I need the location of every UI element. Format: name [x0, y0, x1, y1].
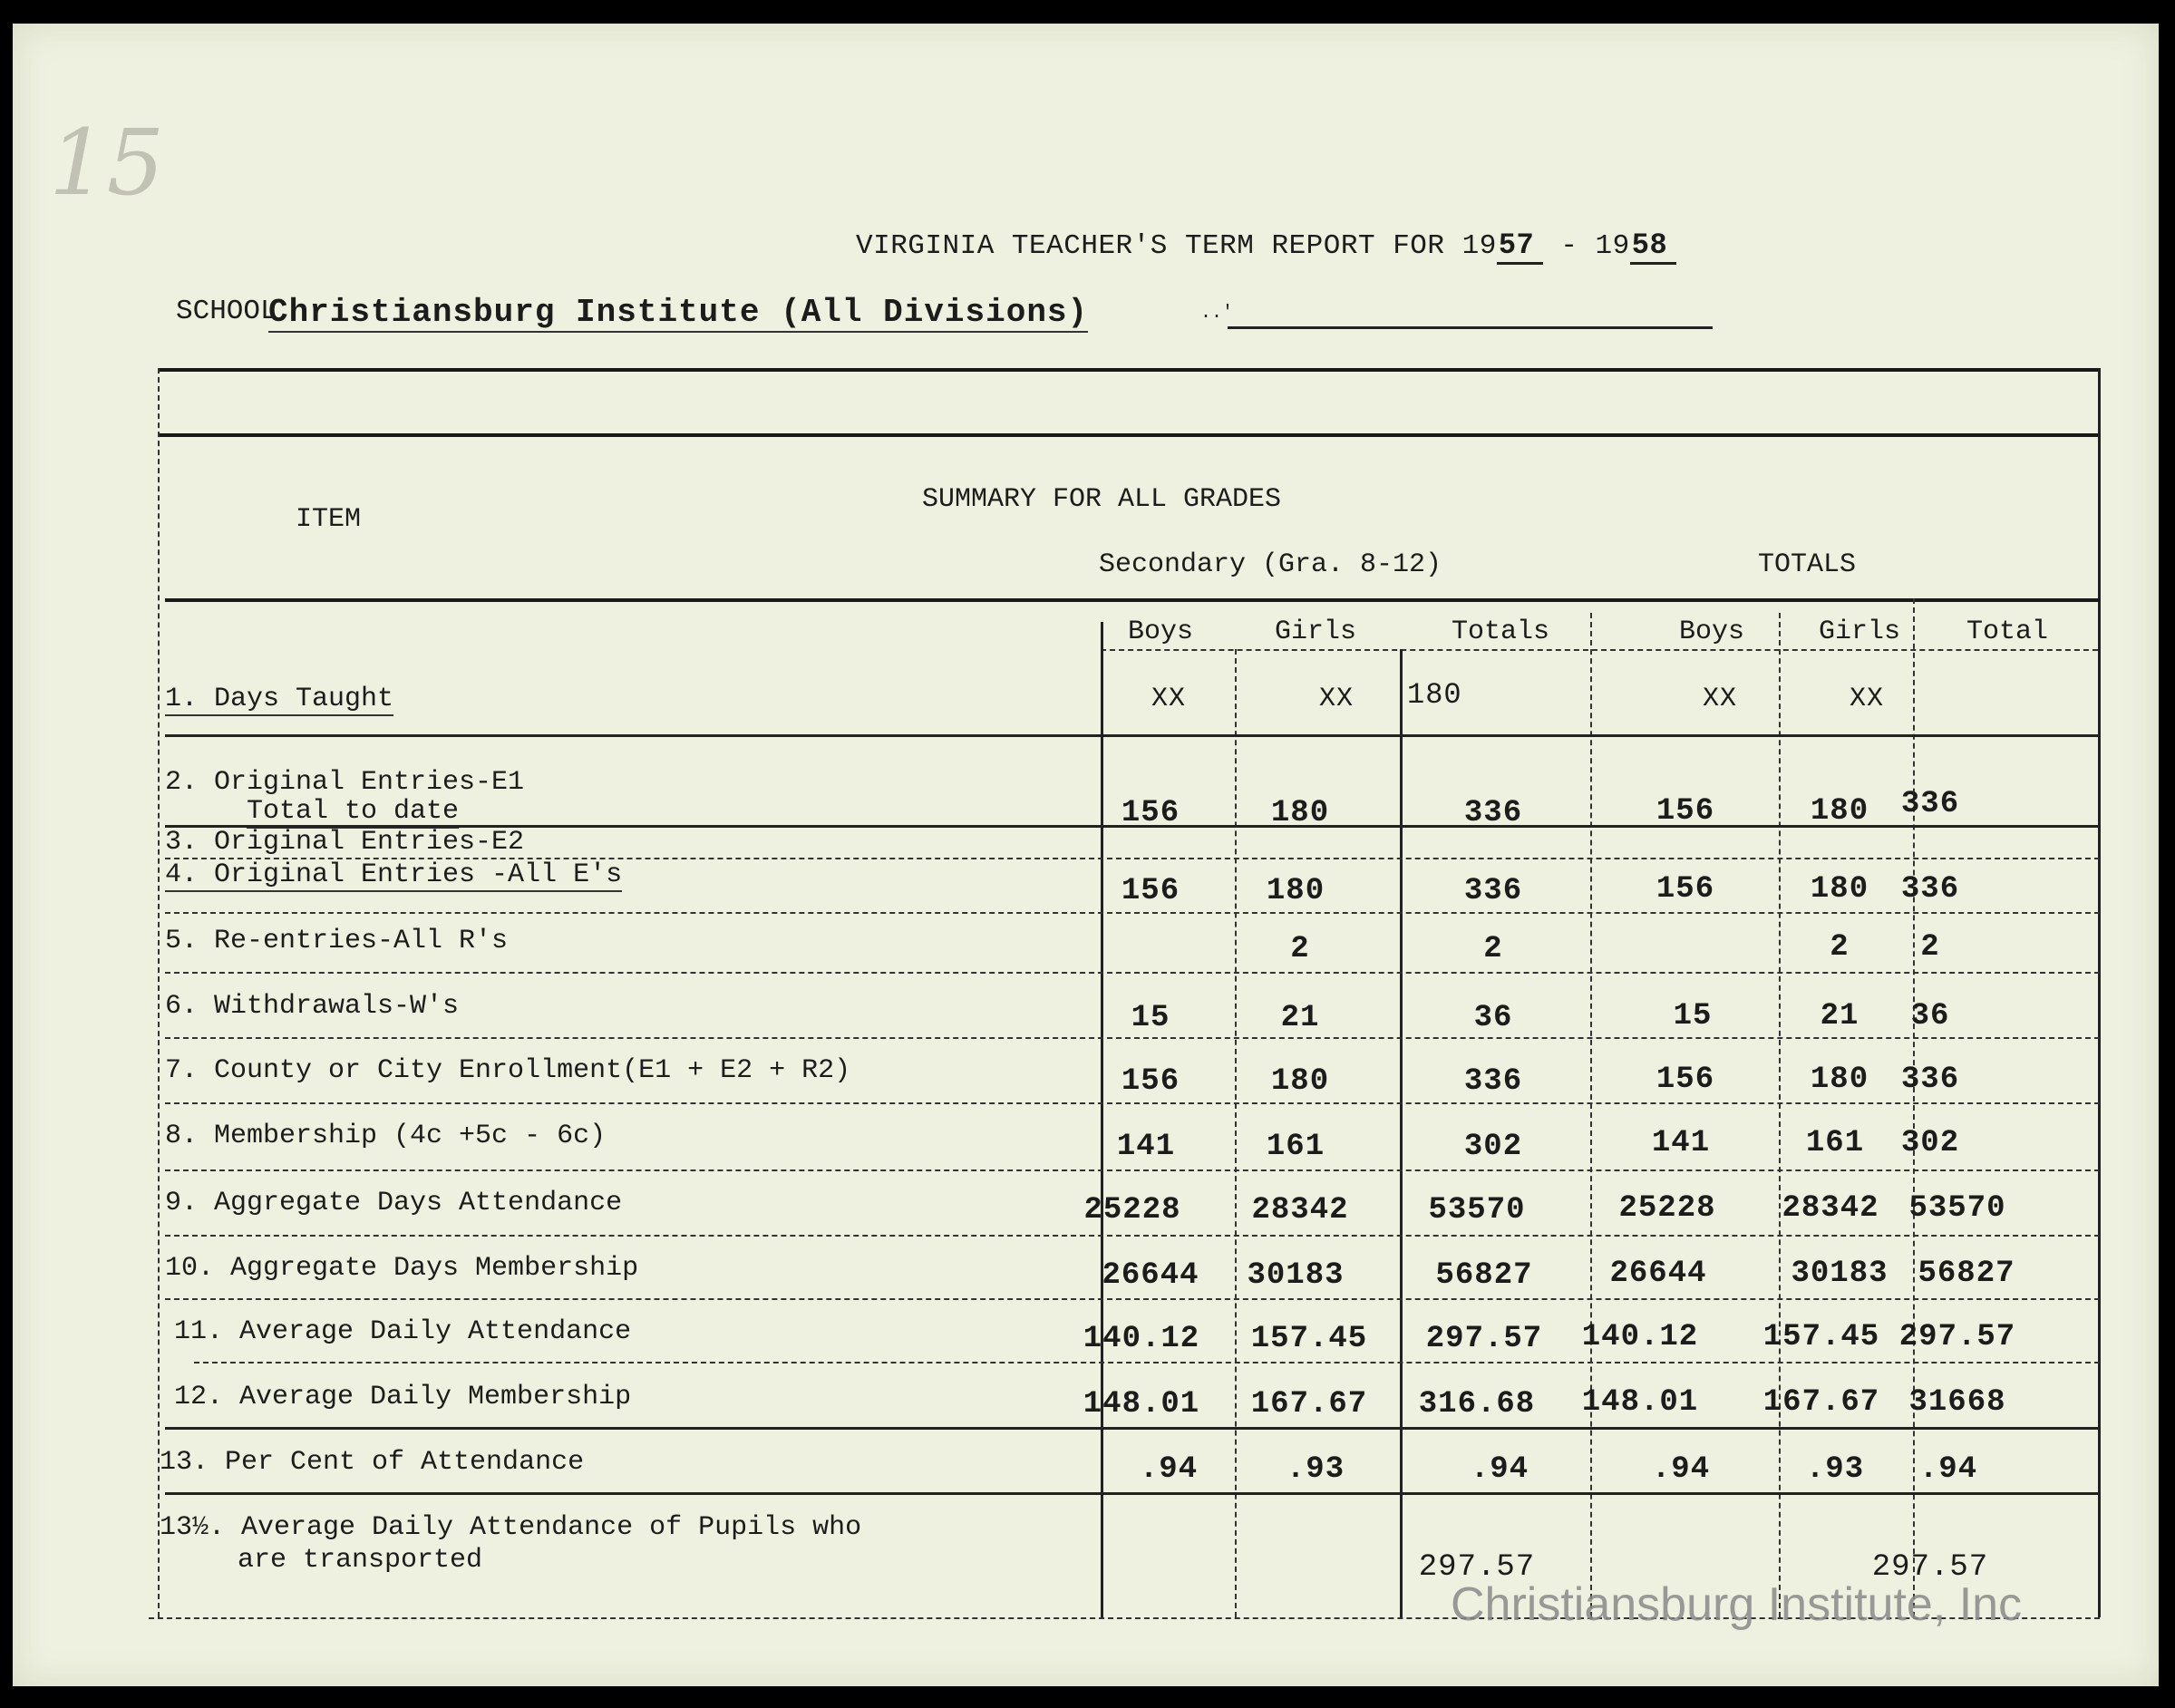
- row12-boys: 148.01: [1083, 1387, 1200, 1422]
- row4-total: 336: [1900, 872, 1960, 907]
- row-sublabel-2: Total to date: [247, 796, 460, 827]
- row1-totals: 180: [1407, 678, 1462, 712]
- watermark: Christiansburg Institute, Inc: [1451, 1578, 2023, 1631]
- report-title-prefix: VIRGINIA TEACHER'S TERM REPORT FOR 19: [856, 230, 1497, 262]
- table-right-border: [2098, 368, 2101, 1617]
- row-rule-13: [165, 1492, 2100, 1495]
- row4-total-boys: 156: [1656, 872, 1715, 907]
- row-rule-10: [165, 1298, 2100, 1300]
- row12-total-girls: 167.67: [1762, 1385, 1880, 1420]
- row-rule-6: [165, 1037, 2100, 1039]
- row-label-8: 8. Membership (4c +5c - 6c): [165, 1121, 607, 1151]
- report-title: [856, 228, 1676, 265]
- row10-total-boys: 26644: [1609, 1257, 1707, 1291]
- row-label-13-half: 13½. Average Daily Attendance of Pupils who: [160, 1512, 862, 1543]
- margin-handwriting: 15: [49, 110, 165, 216]
- row10-total: 56827: [1918, 1257, 2015, 1291]
- row7-total-boys: 156: [1656, 1063, 1715, 1097]
- col-divider-4: [1590, 613, 1592, 1617]
- row5-total: 2: [1920, 930, 1940, 965]
- row1-girls: XX: [1318, 684, 1354, 714]
- row8-totals: 302: [1463, 1130, 1523, 1164]
- row2-total-girls: 180: [1810, 794, 1869, 829]
- row9-boys: 25228: [1083, 1193, 1181, 1228]
- row-rule-12: [165, 1427, 2100, 1430]
- row-label-12: 12. Average Daily Membership: [174, 1382, 632, 1412]
- row7-total-girls: 180: [1810, 1063, 1869, 1097]
- row13-totals: .94: [1470, 1452, 1529, 1487]
- row-rule-1: [165, 734, 2100, 737]
- row4-totals: 336: [1463, 874, 1523, 908]
- col-header-boys: Boys: [1128, 616, 1194, 647]
- division-blank-line: [1228, 326, 1713, 329]
- row11-total: 297.57: [1898, 1320, 2016, 1354]
- school-name: Christiansburg Institute (All Divisions): [268, 294, 1089, 331]
- row6-girls: 21: [1280, 1001, 1320, 1035]
- row11-boys: 140.12: [1083, 1322, 1200, 1356]
- row13-total-boys: .94: [1651, 1452, 1711, 1487]
- secondary-header: Secondary (Gra. 8-12): [1099, 549, 1442, 580]
- row-rule-9: [165, 1235, 2100, 1237]
- row7-girls: 180: [1270, 1064, 1330, 1099]
- row7-boys: 156: [1121, 1064, 1180, 1099]
- row-rule-5: [165, 972, 2100, 974]
- row2-boys: 156: [1121, 796, 1180, 830]
- row5-totals: 2: [1483, 932, 1503, 966]
- table-header-rule: [158, 433, 2100, 437]
- row6-boys: 15: [1131, 1001, 1170, 1035]
- row-rule-7: [165, 1102, 2100, 1104]
- report-paper: [13, 24, 2159, 1686]
- row4-girls: 180: [1266, 874, 1325, 908]
- row13-total: .94: [1918, 1452, 1978, 1487]
- row-label-2: 2. Original Entries-E1: [165, 767, 525, 798]
- col-header-total-girls: Girls: [1819, 616, 1901, 647]
- row8-total-boys: 141: [1651, 1126, 1711, 1160]
- row13half-total: 297.57: [1871, 1550, 1989, 1585]
- row10-totals: 56827: [1435, 1258, 1533, 1293]
- item-header: ITEM: [296, 504, 362, 535]
- row9-total: 53570: [1908, 1191, 2006, 1226]
- row12-girls: 167.67: [1250, 1387, 1368, 1422]
- school-label: SCHOOL: [176, 296, 277, 327]
- column-header-rule: [1101, 649, 2098, 651]
- row8-boys: 141: [1116, 1130, 1176, 1164]
- row9-totals: 53570: [1428, 1193, 1526, 1228]
- row13half-totals: 297.57: [1418, 1550, 1536, 1585]
- report-year-dash: - 19: [1560, 230, 1630, 262]
- col-header-girls: Girls: [1275, 616, 1357, 647]
- row9-girls: 28342: [1251, 1193, 1349, 1228]
- table-top-border: [158, 368, 2100, 372]
- totals-header: TOTALS: [1758, 549, 1857, 580]
- row11-totals: 297.57: [1425, 1322, 1543, 1356]
- row-label-10: 10. Aggregate Days Membership: [165, 1253, 639, 1284]
- row-label-4: 4. Original Entries -All E's: [165, 859, 623, 890]
- row4-boys: 156: [1121, 874, 1180, 908]
- row12-total-boys: 148.01: [1581, 1385, 1699, 1420]
- row8-girls: 161: [1266, 1130, 1325, 1164]
- row2-totals: 336: [1463, 796, 1523, 830]
- division-mark: ..': [1200, 303, 1234, 324]
- row2-total-boys: 156: [1656, 794, 1715, 829]
- row-rule-11: [194, 1362, 2100, 1363]
- row2-girls: 180: [1270, 796, 1330, 830]
- report-year-end: 58: [1630, 228, 1676, 265]
- row6-totals: 36: [1473, 1001, 1513, 1035]
- col-header-total: Total: [1966, 616, 2049, 647]
- row-label-9: 9. Aggregate Days Attendance: [165, 1188, 623, 1218]
- row11-total-girls: 157.45: [1762, 1320, 1880, 1354]
- row13-girls: .93: [1286, 1452, 1345, 1487]
- row12-totals: 316.68: [1418, 1387, 1536, 1422]
- row-label-11: 11. Average Daily Attendance: [174, 1316, 632, 1347]
- row5-total-girls: 2: [1830, 930, 1850, 965]
- col-header-totals: Totals: [1452, 616, 1550, 647]
- row10-boys: 26644: [1102, 1258, 1199, 1293]
- row-label-7: 7. County or City Enrollment(E1 + E2 + R2): [165, 1055, 851, 1086]
- row1-boys: XX: [1151, 684, 1186, 714]
- row5-girls: 2: [1290, 932, 1310, 966]
- col-divider-3: [1400, 649, 1403, 1617]
- row-label-1: 1. Days Taught: [165, 684, 394, 714]
- row6-total-boys: 15: [1673, 999, 1713, 1034]
- row-label-5: 5. Re-entries-All R's: [165, 926, 509, 956]
- table-left-border: [158, 368, 160, 1617]
- row1-total-girls: XX: [1849, 684, 1884, 714]
- row6-total: 36: [1910, 999, 1950, 1034]
- row-sublabel-13-half: are transported: [238, 1545, 483, 1576]
- row8-total-girls: 161: [1805, 1126, 1865, 1160]
- col-header-total-boys: Boys: [1679, 616, 1745, 647]
- row1-total-boys: XX: [1702, 684, 1737, 714]
- row11-girls: 157.45: [1250, 1322, 1368, 1356]
- row-rule-8: [165, 1169, 2100, 1171]
- row11-total-boys: 140.12: [1581, 1320, 1699, 1354]
- row7-totals: 336: [1463, 1064, 1523, 1099]
- summary-header: SUMMARY FOR ALL GRADES: [922, 484, 1282, 515]
- row8-total: 302: [1900, 1126, 1960, 1160]
- row4-total-girls: 180: [1810, 872, 1869, 907]
- row10-total-girls: 30183: [1791, 1257, 1889, 1291]
- report-year-start: 57: [1497, 228, 1543, 265]
- row12-total: 31668: [1908, 1385, 2006, 1420]
- row9-total-girls: 28342: [1782, 1191, 1879, 1226]
- row2-total: 336: [1900, 787, 1960, 821]
- row9-total-boys: 25228: [1618, 1191, 1716, 1226]
- row13-boys: .94: [1139, 1452, 1199, 1487]
- row10-girls: 30183: [1247, 1258, 1345, 1293]
- row7-total: 336: [1900, 1063, 1960, 1097]
- row-label-3: 3. Original Entries-E2: [165, 827, 525, 858]
- row-label-6: 6. Withdrawals-W's: [165, 991, 460, 1022]
- row-rule-4: [165, 912, 2100, 914]
- row13-total-girls: .93: [1805, 1452, 1865, 1487]
- row6-total-girls: 21: [1820, 999, 1859, 1034]
- row-label-13: 13. Per Cent of Attendance: [160, 1447, 585, 1478]
- column-group-rule: [165, 598, 2100, 602]
